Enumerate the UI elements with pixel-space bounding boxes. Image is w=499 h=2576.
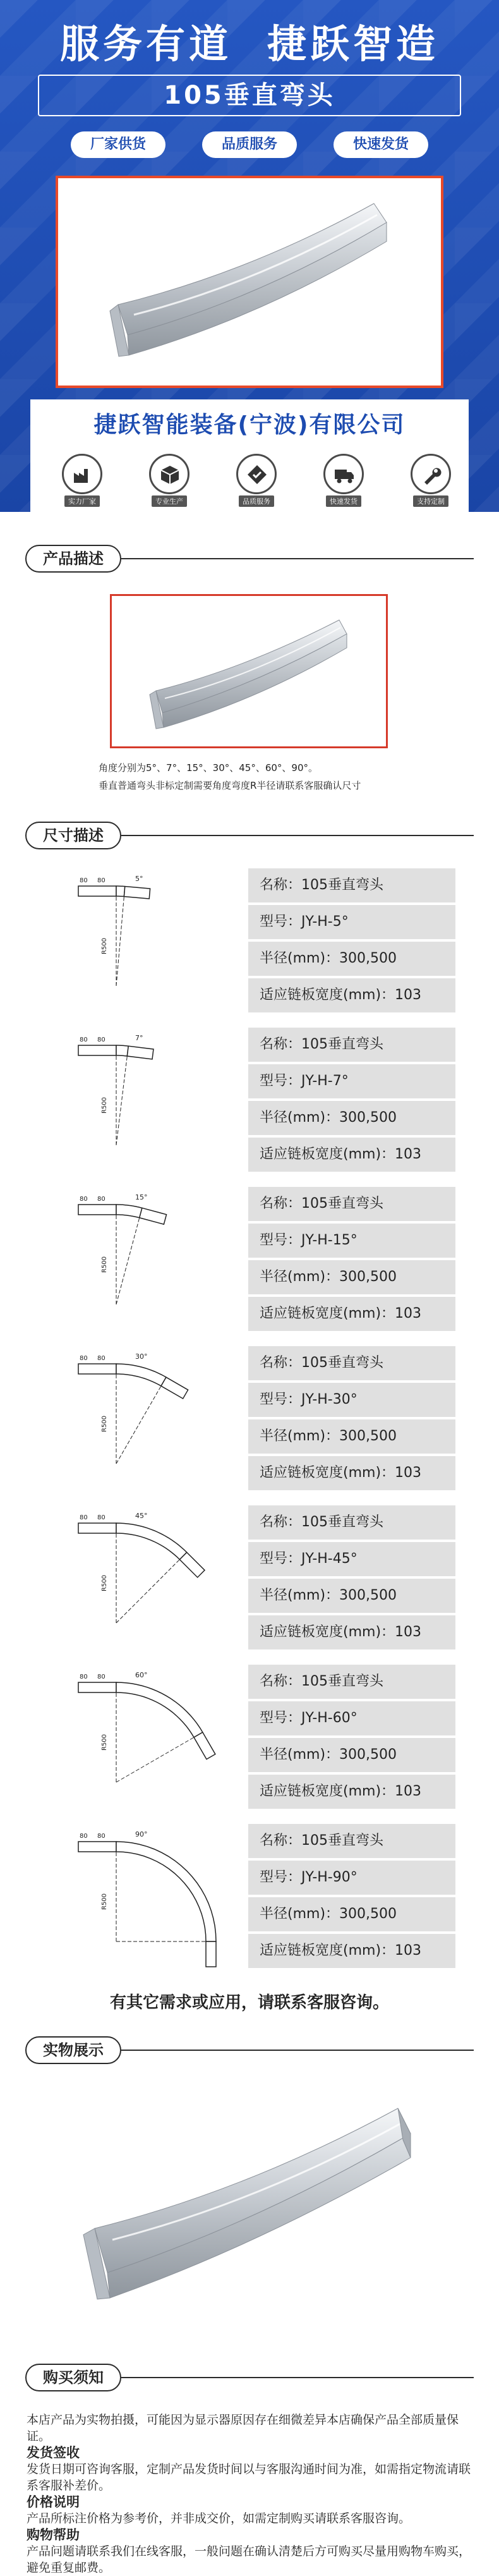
lead-straight	[78, 886, 116, 896]
slogan-left: 服务有道	[59, 21, 232, 67]
dim-label: 80	[80, 1196, 88, 1203]
notes-ship-text: 发货日期可咨询客服，定制产品发货时间以与客服沟通时间为准，如需指定物流请联系客服补差价。	[27, 2462, 471, 2493]
dim-label: 80	[97, 1196, 105, 1203]
angle-list-text: 角度分别为5°、7°、15°、30°、45°、60°、90°。	[99, 762, 318, 774]
desc-product-photo	[110, 594, 388, 748]
radius-line	[116, 1051, 128, 1145]
feature-fast-shipping: 快速发货	[334, 131, 428, 158]
spec-radius: 半径(mm)：300,500	[248, 1101, 455, 1135]
exit-straight	[161, 1377, 188, 1399]
badge-shipping	[317, 454, 370, 507]
radius-line	[116, 1382, 164, 1464]
section-showcase	[25, 2036, 474, 2064]
badge-label: 支持定制	[413, 495, 448, 507]
dimension-drawing	[53, 1821, 236, 1973]
spec-name: 名称：105垂直弯头	[248, 868, 455, 902]
badge-label: 品质服务	[239, 495, 274, 507]
arc-body	[116, 1523, 187, 1560]
badge-production	[143, 454, 196, 507]
section-title: 实物展示	[25, 2036, 121, 2064]
radius-line	[116, 892, 124, 986]
elbow-diagram	[53, 1025, 236, 1177]
spec-model: 型号：JY-H-90°	[248, 1861, 455, 1895]
size-row	[0, 1184, 499, 1336]
spec-name: 名称：105垂直弯头	[248, 1665, 455, 1699]
dim-label: 80	[97, 1833, 105, 1840]
badge-factory	[56, 454, 109, 507]
section-title: 产品描述	[25, 545, 121, 573]
size-row	[0, 1344, 499, 1495]
slogan-right: 捷跃智造	[267, 21, 440, 67]
radius-label: R500	[101, 1574, 108, 1591]
dimension-drawing	[53, 1184, 236, 1336]
radius-label: R500	[101, 1734, 108, 1751]
elbow-diagram	[53, 1662, 236, 1814]
spec-model: 型号：JY-H-7°	[248, 1064, 455, 1098]
dim-label: 80	[80, 1674, 88, 1680]
angle-label: 45°	[135, 1512, 148, 1520]
hero-product-photo	[56, 176, 443, 388]
badge-label: 专业生产	[152, 495, 187, 507]
spec-width: 适应链板宽度(mm)：103	[248, 1934, 455, 1968]
product-title-bar	[38, 75, 461, 116]
contact-note: 有其它需求或应用，请联系客服咨询。	[109, 1993, 389, 2012]
showcase-photo	[57, 2083, 442, 2311]
arc-body	[116, 1682, 203, 1737]
arc-body	[116, 886, 125, 897]
dimension-drawing	[53, 1662, 236, 1814]
notes-help-text: 产品问题请联系我们在线客服，一般问题在确认清楚后方可购买尽量用购物车购买，避免重复邮费。	[27, 2544, 471, 2575]
notes-price-text: 产品所标注价格为参考价，并非成交价，如需定制购买请联系客服咨询。	[27, 2512, 411, 2525]
size-row	[0, 1025, 499, 1177]
spec-radius: 半径(mm)：300,500	[248, 1419, 455, 1454]
spec-radius: 半径(mm)：300,500	[248, 942, 455, 976]
lead-straight	[78, 1682, 116, 1692]
lead-straight	[78, 1842, 116, 1852]
notes-price-title: 价格说明	[27, 2494, 80, 2510]
dimension-drawing	[53, 1503, 236, 1655]
dimension-drawing	[53, 1344, 236, 1495]
notes-help-title: 购物帮助	[27, 2527, 80, 2543]
exit-straight	[127, 1046, 153, 1059]
company-name: 捷跃智能装备(宁波)有限公司	[93, 412, 406, 438]
factory-icon	[72, 464, 93, 485]
spec-width: 适应链板宽度(mm)：103	[248, 1456, 455, 1490]
radius-label: R500	[101, 1256, 108, 1273]
size-row	[0, 1662, 499, 1814]
elbow-diagram	[53, 1344, 236, 1495]
exit-straight	[140, 1208, 167, 1224]
angle-label: 30°	[135, 1352, 148, 1361]
curved-rail-image	[112, 596, 386, 746]
feature-quality-service: 品质服务	[202, 131, 297, 158]
dim-label: 80	[80, 1514, 88, 1521]
radius-line	[116, 1735, 198, 1782]
section-size-desc	[25, 822, 474, 849]
angle-label: 60°	[135, 1671, 148, 1679]
dim-label: 80	[97, 1674, 105, 1680]
size-row	[0, 866, 499, 1018]
service-badges	[30, 451, 469, 512]
spec-name: 名称：105垂直弯头	[248, 1187, 455, 1221]
spec-width: 适应链板宽度(mm)：103	[248, 1775, 455, 1809]
lead-straight	[78, 1364, 116, 1374]
dim-label: 80	[80, 877, 88, 884]
dim-label: 80	[80, 1036, 88, 1043]
spec-radius: 半径(mm)：300,500	[248, 1897, 455, 1931]
size-row	[0, 1821, 499, 1973]
purchase-notes	[27, 2412, 481, 2576]
lead-straight	[78, 1523, 116, 1533]
dim-label: 80	[80, 1355, 88, 1362]
spec-width: 适应链板宽度(mm)：103	[248, 978, 455, 1012]
exit-straight	[206, 1941, 216, 1967]
dimension-drawing	[53, 866, 236, 1018]
elbow-diagram	[53, 1503, 236, 1655]
section-divider	[121, 558, 474, 559]
spec-name: 名称：105垂直弯头	[248, 1028, 455, 1062]
spec-radius: 半径(mm)：300,500	[248, 1579, 455, 1613]
spec-model: 型号：JY-H-5°	[248, 905, 455, 939]
spec-model: 型号：JY-H-15°	[248, 1224, 455, 1258]
section-divider	[121, 2377, 474, 2378]
dim-label: 80	[97, 877, 105, 884]
angle-label: 7°	[135, 1034, 143, 1042]
exit-straight	[179, 1552, 205, 1577]
notes-ship-title: 发货签收	[27, 2445, 80, 2460]
spec-name: 名称：105垂直弯头	[248, 1824, 455, 1858]
diamond-icon	[246, 464, 268, 485]
arc-body	[116, 1205, 142, 1218]
radius-label: R500	[101, 937, 108, 954]
badge-custom	[404, 454, 457, 507]
section-product-desc	[25, 545, 474, 573]
badge-label: 实力厂家	[64, 495, 100, 507]
elbow-diagram	[53, 866, 236, 1018]
spec-radius: 半径(mm)：300,500	[248, 1738, 455, 1772]
hero-banner	[0, 0, 499, 512]
dim-label: 80	[80, 1833, 88, 1840]
radius-label: R500	[101, 1097, 108, 1114]
spec-name: 名称：105垂直弯头	[248, 1505, 455, 1540]
dimension-drawing	[53, 1025, 236, 1177]
truck-icon	[334, 464, 355, 485]
box-icon	[159, 464, 181, 485]
spec-width: 适应链板宽度(mm)：103	[248, 1615, 455, 1649]
badge-label: 快速发货	[326, 495, 361, 507]
spec-model: 型号：JY-H-60°	[248, 1701, 455, 1735]
angle-label: 15°	[135, 1193, 148, 1201]
angle-label: 90°	[135, 1830, 148, 1838]
section-divider	[121, 835, 474, 836]
feature-factory-supply: 厂家供货	[71, 131, 165, 158]
radius-line	[116, 1556, 183, 1623]
section-divider	[121, 2050, 474, 2051]
spec-radius: 半径(mm)：300,500	[248, 1260, 455, 1294]
spec-model: 型号：JY-H-45°	[248, 1542, 455, 1576]
spec-width: 适应链板宽度(mm)：103	[248, 1138, 455, 1172]
spec-model: 型号：JY-H-30°	[248, 1383, 455, 1417]
spec-width: 适应链板宽度(mm)：103	[248, 1297, 455, 1331]
radius-label: R500	[101, 1893, 108, 1910]
size-row	[0, 1503, 499, 1655]
dim-label: 80	[97, 1355, 105, 1362]
lead-straight	[78, 1205, 116, 1215]
spec-name: 名称：105垂直弯头	[248, 1346, 455, 1380]
notes-intro: 本店产品为实物拍摄，可能因为显示器原因存在细微差异本店确保产品全部质量保证。	[27, 2413, 459, 2443]
lead-straight	[78, 1045, 116, 1055]
exit-straight	[124, 887, 150, 899]
radius-label: R500	[101, 1415, 108, 1432]
section-purchase-notes	[25, 2364, 474, 2391]
hero-slogan	[0, 13, 499, 69]
dim-label: 80	[97, 1514, 105, 1521]
radius-line	[116, 1213, 141, 1304]
section-title: 购买须知	[25, 2364, 121, 2391]
product-title: 105垂直弯头	[164, 81, 335, 110]
custom-note-text: 垂直普通弯头非标定制需要角度弯度R半径请联系客服确认尺寸	[99, 780, 361, 791]
curved-rail-image	[58, 178, 441, 386]
elbow-diagram	[53, 1184, 236, 1336]
badge-quality	[230, 454, 283, 507]
dim-label: 80	[97, 1036, 105, 1043]
curved-rail-image	[57, 2083, 442, 2311]
exit-straight	[194, 1732, 215, 1759]
arc-body	[116, 1364, 166, 1386]
wrench-icon	[421, 464, 442, 485]
company-banner	[30, 399, 469, 451]
section-title: 尺寸描述	[25, 822, 121, 849]
arc-body	[116, 1045, 128, 1056]
angle-label: 5°	[135, 875, 143, 883]
elbow-diagram	[53, 1821, 236, 1973]
arc-body	[116, 1842, 216, 1941]
